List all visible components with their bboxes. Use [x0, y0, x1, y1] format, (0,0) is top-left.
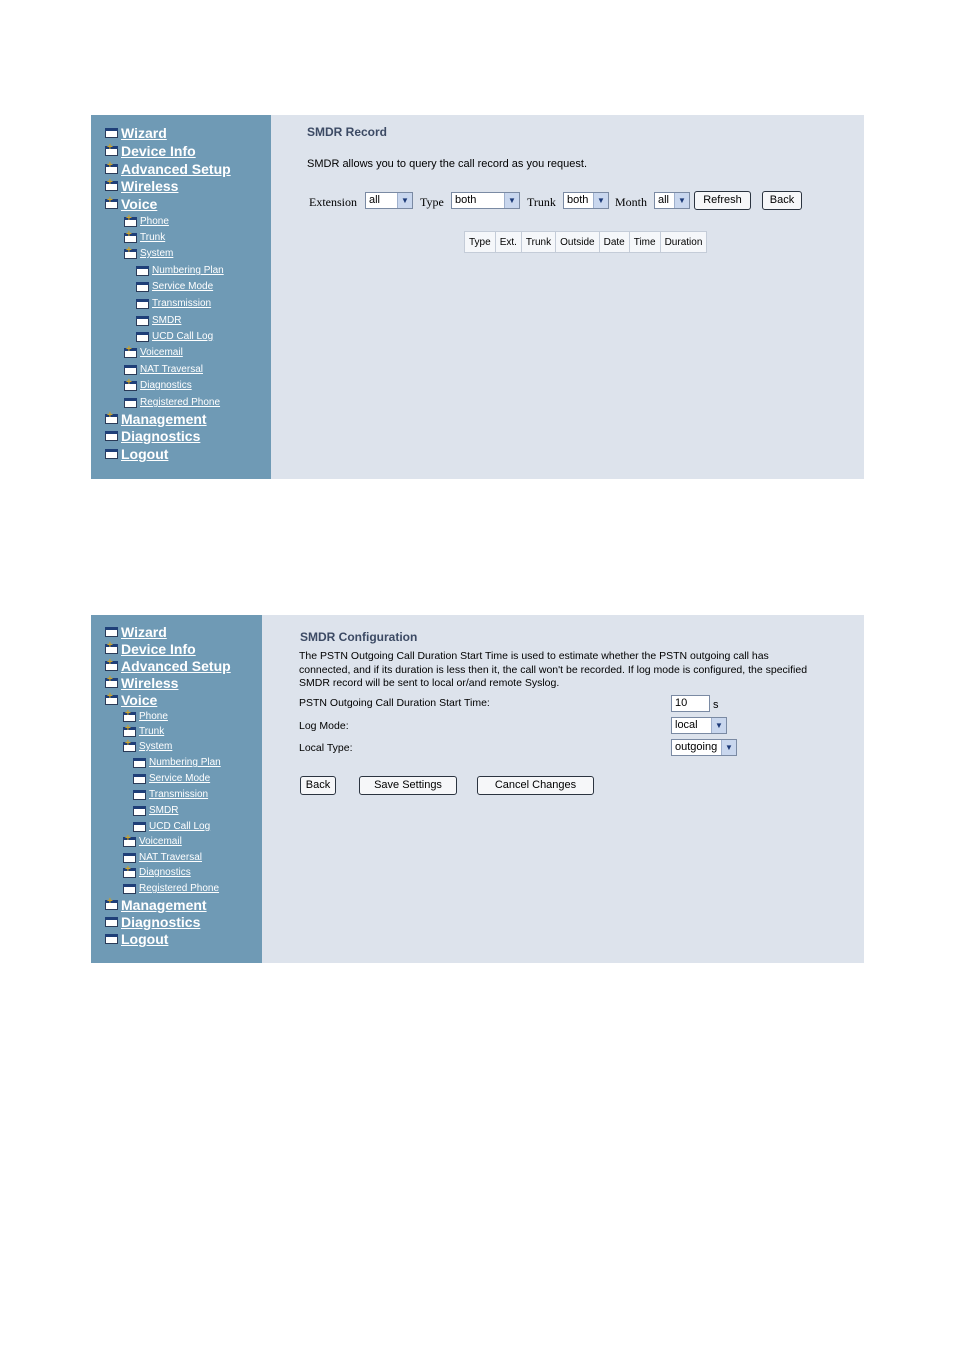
sidebar-item-label[interactable]: Device Info	[121, 641, 196, 657]
column-header-trunk: Trunk	[521, 232, 555, 253]
sidebar-item-label[interactable]: Logout	[121, 931, 169, 947]
month-value: all	[658, 194, 670, 206]
sidebar-item-label[interactable]: Diagnostics	[140, 380, 192, 391]
sidebar-item-service-mode[interactable]	[133, 773, 210, 784]
folder-icon	[105, 449, 118, 459]
sidebar-item-management[interactable]	[105, 897, 207, 913]
folder-open-icon	[124, 249, 137, 259]
folder-open-icon	[105, 695, 118, 705]
page-description: SMDR allows you to query the call record as you request.	[307, 158, 588, 170]
folder-plus-icon	[105, 678, 118, 688]
sidebar-item-management[interactable]	[105, 411, 207, 427]
description-line-2: connected, and if its duration is less then it, the call won't be recorded. If log mode is configured, the specified	[299, 664, 808, 676]
folder-icon	[105, 627, 118, 637]
chevron-down-icon: ▼	[674, 193, 689, 208]
sidebar-item-label[interactable]: Service Mode	[152, 281, 214, 292]
sidebar-item-label[interactable]: Management	[121, 411, 207, 427]
month-label: Month	[615, 195, 648, 209]
sidebar-item-label[interactable]: Numbering Plan	[149, 757, 221, 768]
sidebar-item-trunk[interactable]	[124, 232, 165, 243]
sidebar-item-label[interactable]: Numbering Plan	[152, 265, 224, 276]
back-button[interactable]: Back	[762, 191, 802, 210]
sidebar-item-label[interactable]: Wireless	[121, 675, 179, 691]
sidebar-item-label[interactable]: Trunk	[139, 726, 165, 737]
extension-select[interactable]	[365, 192, 413, 209]
sidebar-item-ucd-call-log[interactable]	[136, 331, 213, 342]
sidebar-item-label[interactable]: Wireless	[121, 178, 179, 194]
sidebar-item-label[interactable]: Registered Phone	[140, 397, 221, 408]
column-header-time: Time	[629, 232, 660, 253]
folder-plus-icon	[105, 181, 118, 191]
sidebar-item-phone[interactable]	[123, 711, 168, 722]
folder-icon	[123, 884, 136, 894]
sidebar-item-label[interactable]: Phone	[139, 711, 168, 722]
smdr-configuration-panel	[91, 615, 864, 963]
folder-icon	[133, 774, 146, 784]
sidebar-item-smdr[interactable]	[133, 805, 178, 816]
folder-icon	[105, 917, 118, 927]
folder-icon	[133, 822, 146, 832]
sidebar-item-label[interactable]: UCD Call Log	[149, 821, 211, 832]
cancel-changes-button[interactable]: Cancel Changes	[477, 776, 594, 795]
sidebar-item-transmission[interactable]	[136, 298, 211, 309]
folder-plus-icon	[123, 837, 136, 847]
sidebar-item-phone[interactable]	[124, 216, 169, 227]
folder-open-icon	[105, 199, 118, 209]
sidebar-item-registered-phone[interactable]	[123, 883, 219, 894]
folder-icon	[136, 332, 149, 342]
column-header-type: Type	[465, 232, 496, 253]
sidebar-item-voice[interactable]	[105, 692, 157, 708]
local-type-value: outgoing	[675, 741, 718, 753]
sidebar-item-logout[interactable]	[105, 446, 168, 462]
sidebar-item-system[interactable]	[124, 248, 173, 259]
folder-plus-icon	[105, 146, 118, 156]
sidebar-item-logout[interactable]	[105, 931, 168, 947]
sidebar-item-advanced-setup[interactable]	[105, 161, 231, 177]
sidebar-item-trunk[interactable]	[123, 726, 164, 737]
sidebar-item-label[interactable]: Wizard	[121, 125, 167, 141]
sidebar-item-label[interactable]: Management	[121, 897, 207, 913]
sidebar-item-service-mode[interactable]	[136, 281, 213, 292]
sidebar-item-label[interactable]: Diagnostics	[121, 428, 201, 444]
sidebar-item-label[interactable]: Diagnostics	[121, 914, 201, 930]
trunk-select[interactable]	[563, 192, 609, 209]
sidebar-item-label[interactable]: Voicemail	[140, 347, 183, 358]
sidebar-item-label[interactable]: Advanced Setup	[121, 161, 231, 177]
sidebar-item-label[interactable]: Service Mode	[149, 773, 211, 784]
folder-icon	[136, 266, 149, 276]
sidebar-item-voicemail[interactable]	[123, 836, 182, 847]
sidebar-item-smdr[interactable]	[136, 315, 181, 326]
sidebar-item-nat-traversal[interactable]	[124, 364, 203, 375]
sidebar-item-label[interactable]: SMDR	[149, 805, 179, 816]
sidebar-item-wizard[interactable]	[105, 624, 167, 640]
folder-plus-icon	[105, 164, 118, 174]
folder-plus-icon	[105, 661, 118, 671]
month-select[interactable]	[654, 192, 690, 209]
local-type-label: Local Type:	[299, 742, 353, 754]
sidebar-nav	[91, 115, 271, 479]
folder-icon	[105, 128, 118, 138]
column-header-date: Date	[599, 232, 629, 253]
chevron-down-icon: ▼	[397, 193, 412, 208]
folder-plus-icon	[105, 900, 118, 910]
type-label: Type	[420, 195, 444, 209]
sidebar-item-label[interactable]: System	[140, 248, 174, 259]
smdr-record-table	[464, 231, 707, 253]
folder-icon	[136, 299, 149, 309]
sidebar-item-label[interactable]: SMDR	[152, 315, 182, 326]
sidebar-item-registered-phone[interactable]	[124, 397, 220, 408]
type-value: both	[455, 194, 477, 206]
sidebar-item-device-info[interactable]	[105, 641, 196, 657]
sidebar-item-diagnostics[interactable]	[105, 914, 200, 930]
folder-plus-icon	[123, 727, 136, 737]
column-header-ext: Ext.	[495, 232, 521, 253]
column-header-outside: Outside	[556, 232, 599, 253]
sidebar-item-numbering-plan[interactable]	[133, 757, 221, 768]
sidebar-item-label[interactable]: Voice	[121, 692, 158, 708]
folder-plus-icon	[124, 217, 137, 227]
trunk-label: Trunk	[527, 195, 556, 209]
record-content	[271, 115, 864, 479]
refresh-button[interactable]: Refresh	[694, 191, 751, 210]
sidebar-item-label[interactable]: UCD Call Log	[152, 331, 214, 342]
folder-icon	[136, 316, 149, 326]
sidebar-item-label[interactable]: NAT Traversal	[139, 852, 202, 863]
sidebar-item-diagnostics[interactable]	[105, 428, 200, 444]
sidebar-item-label[interactable]: Transmission	[149, 789, 209, 800]
start-time-unit: s	[713, 699, 719, 711]
folder-plus-icon	[124, 348, 137, 358]
smdr-record-panel	[91, 115, 864, 479]
chevron-down-icon: ▼	[593, 193, 608, 208]
config-content	[262, 615, 864, 963]
sidebar-item-system[interactable]	[123, 741, 172, 752]
folder-icon	[133, 790, 146, 800]
sidebar-item-diagnostics-sub[interactable]	[124, 380, 192, 391]
sidebar-nav	[91, 615, 262, 963]
sidebar-item-wireless[interactable]	[105, 178, 178, 194]
back-button[interactable]: Back	[300, 776, 336, 795]
sidebar-item-numbering-plan[interactable]	[136, 265, 224, 276]
sidebar-item-advanced-setup[interactable]	[105, 658, 231, 674]
folder-icon	[124, 365, 137, 375]
sidebar-item-label[interactable]: Trunk	[140, 232, 166, 243]
chevron-down-icon: ▼	[504, 193, 519, 208]
folder-icon	[105, 934, 118, 944]
start-time-input[interactable]: 10	[671, 695, 710, 712]
sidebar-item-label[interactable]: Registered Phone	[139, 883, 220, 894]
folder-icon	[133, 806, 146, 816]
sidebar-item-label[interactable]: System	[139, 741, 173, 752]
chevron-down-icon: ▼	[721, 740, 736, 755]
folder-icon	[123, 853, 136, 863]
extension-label: Extension	[309, 195, 357, 209]
sidebar-item-label[interactable]: Advanced Setup	[121, 658, 231, 674]
page-title: SMDR Configuration	[300, 630, 418, 644]
log-mode-value: local	[675, 719, 698, 731]
type-select[interactable]	[451, 192, 520, 209]
sidebar-item-nat-traversal[interactable]	[123, 852, 202, 863]
extension-value: all	[369, 194, 381, 206]
description-line-3: SMDR record will be sent to local or/and remote Syslog.	[299, 677, 560, 689]
log-mode-select[interactable]	[671, 717, 727, 734]
folder-icon	[124, 398, 137, 408]
folder-open-icon	[123, 742, 136, 752]
folder-plus-icon	[105, 414, 118, 424]
trunk-value: both	[567, 194, 589, 206]
sidebar-item-label[interactable]: Voicemail	[139, 836, 182, 847]
sidebar-item-voicemail[interactable]	[124, 347, 183, 358]
sidebar-item-label[interactable]: Transmission	[152, 298, 212, 309]
chevron-down-icon: ▼	[711, 718, 726, 733]
log-mode-label: Log Mode:	[299, 720, 349, 732]
table-header-row	[465, 232, 707, 253]
sidebar-item-wizard[interactable]	[105, 125, 167, 141]
folder-icon	[133, 758, 146, 768]
sidebar-item-label[interactable]: NAT Traversal	[140, 364, 203, 375]
folder-plus-icon	[124, 233, 137, 243]
column-header-duration: Duration	[660, 232, 707, 253]
folder-icon	[105, 431, 118, 441]
sidebar-item-label[interactable]: Logout	[121, 446, 169, 462]
sidebar-item-label[interactable]: Phone	[140, 216, 169, 227]
folder-plus-icon	[105, 644, 118, 654]
folder-plus-icon	[123, 712, 136, 722]
save-settings-button[interactable]: Save Settings	[359, 776, 457, 795]
start-time-label: PSTN Outgoing Call Duration Start Time:	[299, 697, 490, 709]
sidebar-item-ucd-call-log[interactable]	[133, 821, 210, 832]
folder-icon	[136, 282, 149, 292]
sidebar-item-label[interactable]: Diagnostics	[139, 867, 191, 878]
folder-plus-icon	[123, 868, 136, 878]
sidebar-item-label[interactable]: Device Info	[121, 143, 196, 159]
sidebar-item-transmission[interactable]	[133, 789, 208, 800]
sidebar-item-device-info[interactable]	[105, 143, 196, 159]
description-line-1: The PSTN Outgoing Call Duration Start Time is used to estimate whether the PSTN outgoing call has	[299, 650, 769, 662]
sidebar-item-label[interactable]: Wizard	[121, 624, 167, 640]
sidebar-item-label[interactable]: Voice	[121, 196, 158, 212]
sidebar-item-diagnostics-sub[interactable]	[123, 867, 191, 878]
page-title: SMDR Record	[307, 125, 388, 139]
sidebar-item-wireless[interactable]	[105, 675, 178, 691]
sidebar-item-voice[interactable]	[105, 196, 157, 212]
folder-plus-icon	[124, 381, 137, 391]
local-type-select[interactable]	[671, 739, 737, 756]
